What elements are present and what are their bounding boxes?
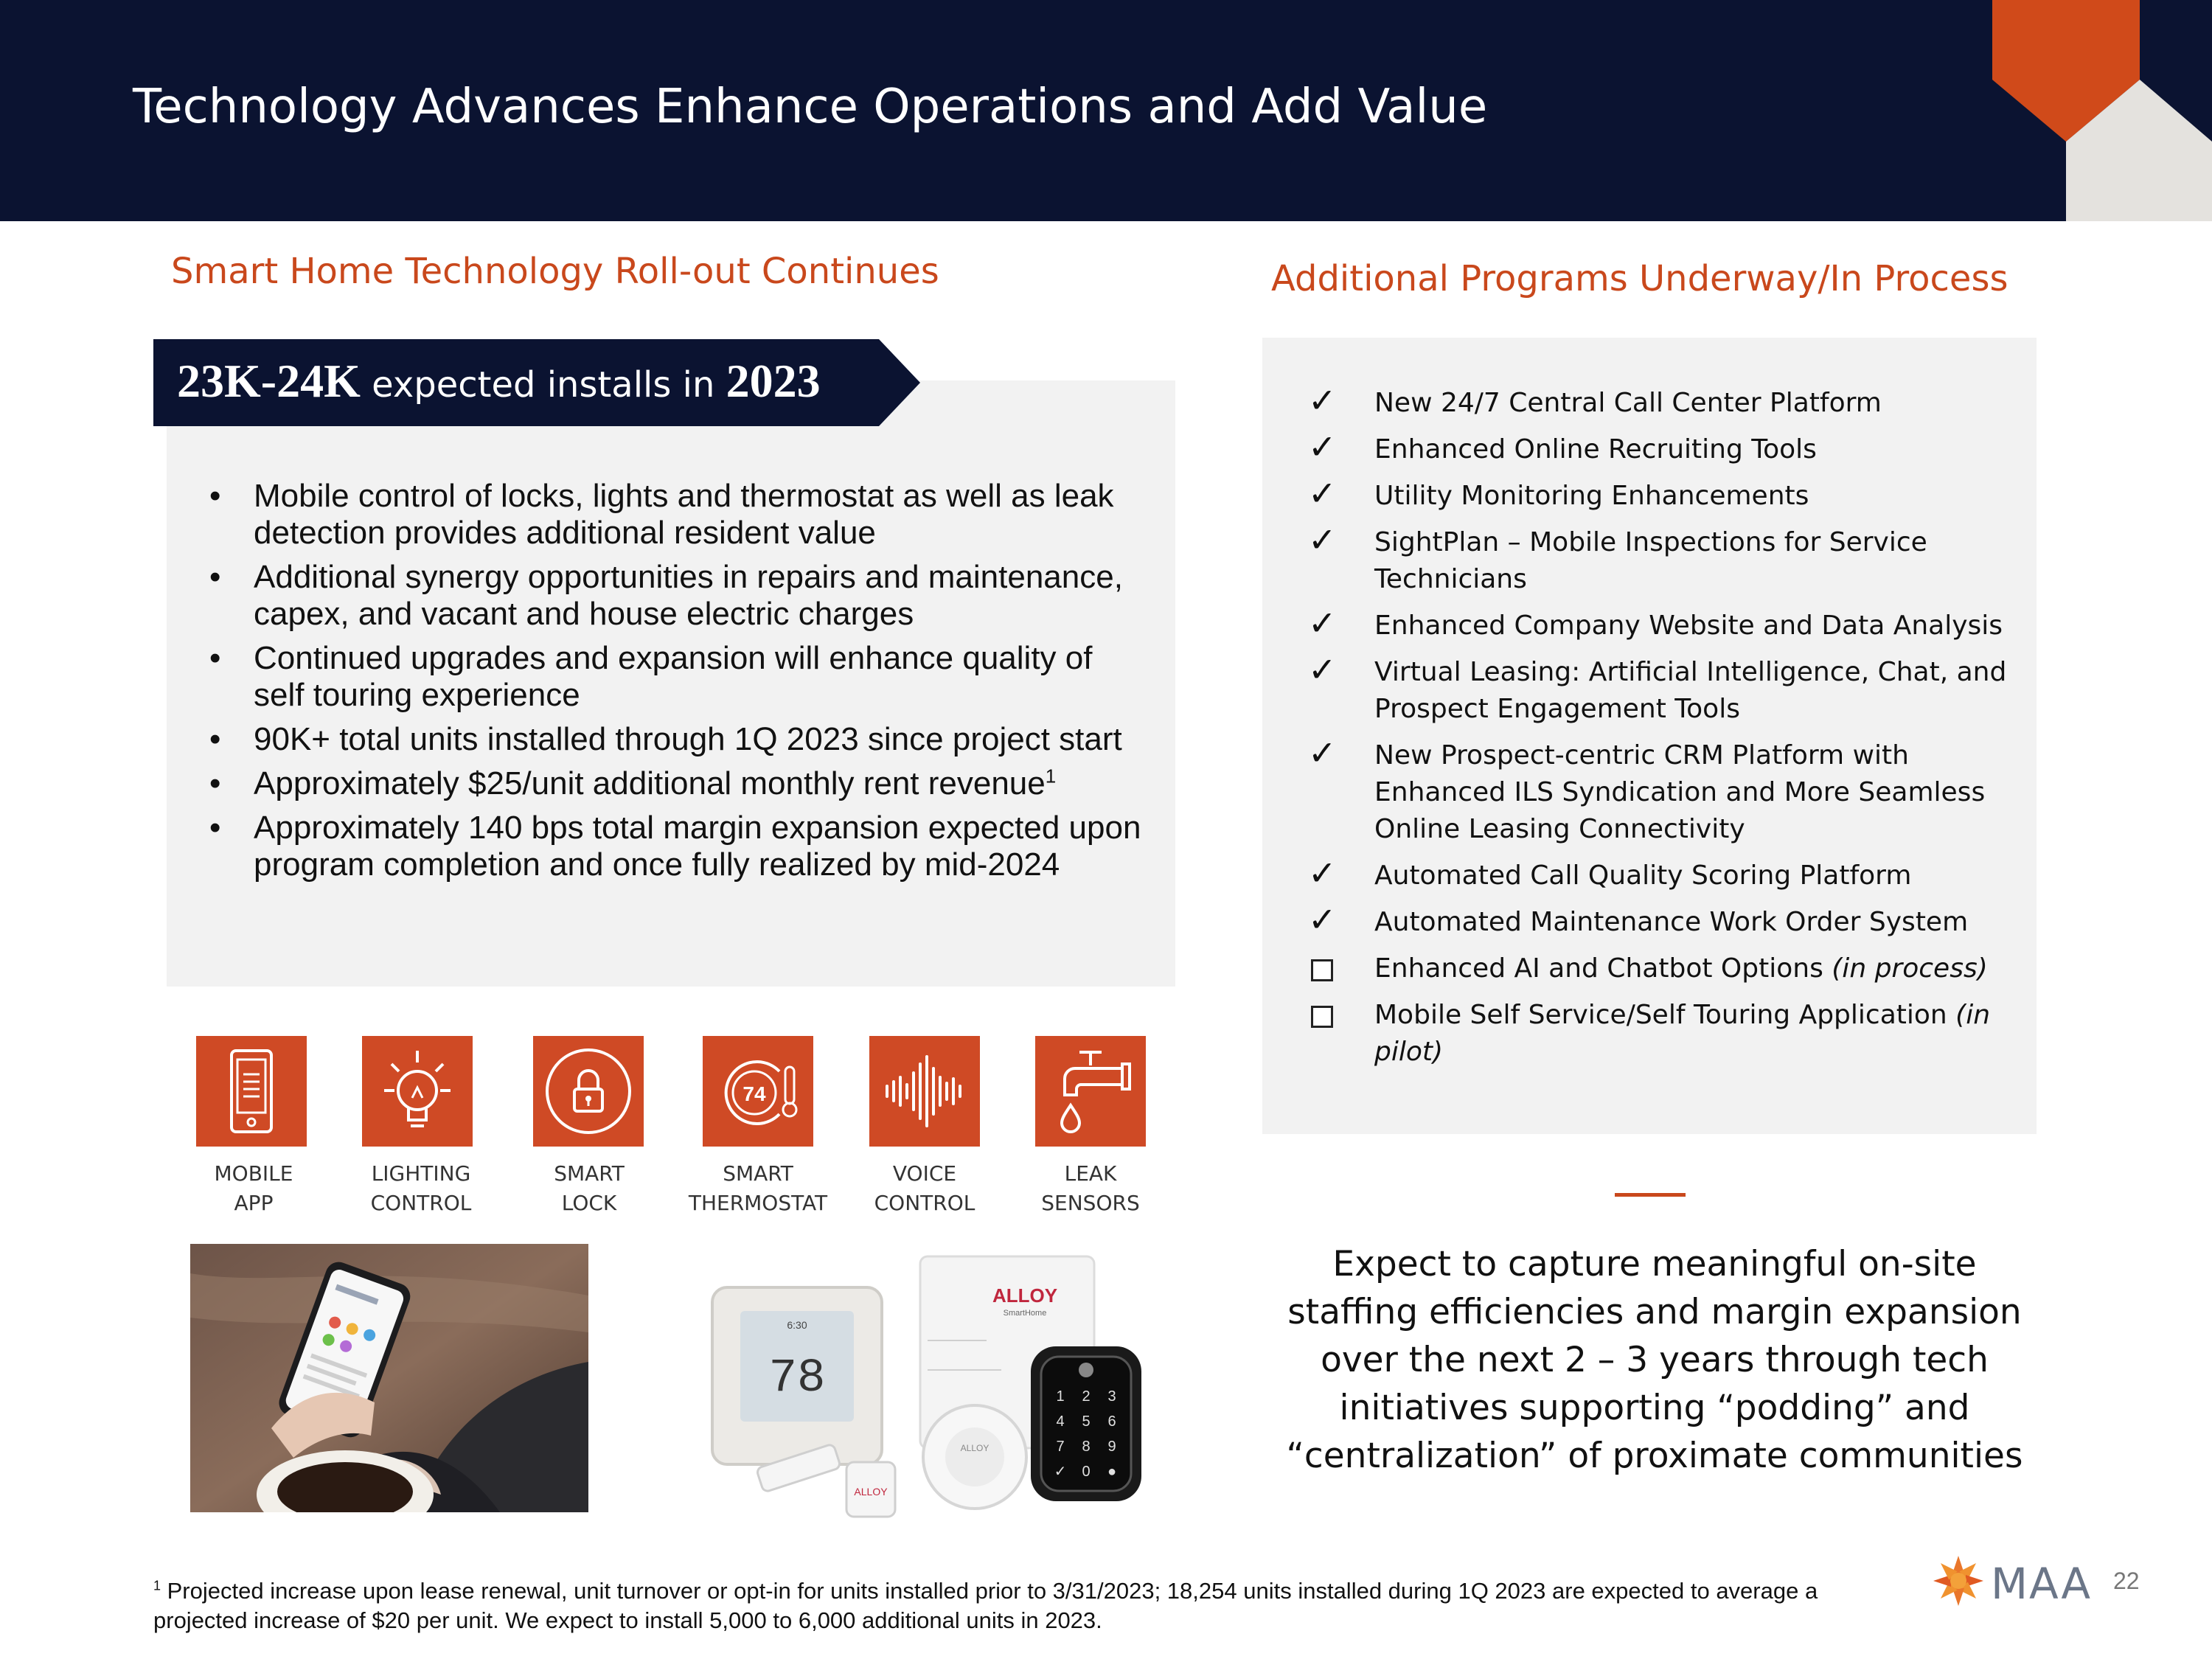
svg-text:4: 4 [1056,1413,1065,1430]
banner-count: 23K-24K [177,355,361,407]
bullet-item: • Approximately $25/unit additional monthly rent revenue$^1$ [206,765,1150,802]
lightbulb-icon [362,1036,473,1147]
svg-text:ALLOY: ALLOY [992,1284,1058,1307]
checkmark-icon: ✓ [1308,853,1337,893]
banner-middle: expected installs in [360,364,726,406]
smart-home-bullets [206,478,1150,891]
svg-text:6: 6 [1107,1413,1116,1430]
program-item-pending: Enhanced AI and Chatbot Options (in process) [1305,950,2028,987]
program-item-done: ✓ New 24/7 Central Call Center Platform [1308,380,1882,420]
program-item-done: ✓ New Prospect-centric CRM Platform with Enhanced ILS Syndication and More Seamless Online Leasing Connectivity [1308,733,1986,844]
smart-lock-label: SMART LOCK [554,1161,625,1215]
svg-text:78: 78 [768,1352,826,1405]
header-bar [0,0,2212,221]
footnote-number: 1 [153,1578,161,1593]
checkmark-icon: ✓ [1308,603,1337,643]
program-item-done: ✓ Utility Monitoring Enhancements [1308,473,1809,513]
leak-sensors-label: LEAK SENSORS [1041,1161,1140,1215]
svg-text:●: ● [1107,1464,1117,1480]
installs-banner [153,339,920,426]
voice-wave-icon [869,1036,980,1147]
mobile-app-icon [196,1036,307,1147]
program-item-pending: Mobile Self Service/Self Touring Application (in pilot) [1305,997,2028,1071]
program-item-done: ✓ Enhanced Company Website and Data Analysis [1308,603,2003,643]
page-number: 22 [2113,1568,2140,1594]
checkmark-icon: ✓ [1308,900,1337,939]
checkmark-icon: ✓ [1308,427,1337,467]
leak-sensors-tile [1035,1036,1146,1147]
programs-checklist [1305,380,2028,1080]
program-item-done: ✓ Virtual Leasing: Artificial Intelligence, Chat, and Prospect Engagement Tools [1308,650,2007,724]
lighting-control-label: LIGHTING CONTROL [370,1161,472,1215]
empty-checkbox-icon [1311,959,1333,981]
faucet-drop-icon [1035,1036,1146,1147]
svg-text:7: 7 [1056,1439,1065,1455]
bullet-item: • Additional synergy opportunities in repairs and maintenance, capex, and vacant and house electric charges [206,559,1150,633]
thermostat-icon [703,1036,813,1147]
maa-star-icon [1932,1554,1985,1607]
svg-text:SmartHome: SmartHome [1003,1309,1047,1318]
svg-text:✓: ✓ [1054,1464,1067,1480]
svg-text:2: 2 [1082,1388,1091,1405]
smart-lock-tile [533,1036,644,1147]
checkmark-icon: ✓ [1308,380,1337,420]
program-item-done: ✓ SightPlan – Mobile Inspections for Service Technicians [1308,520,1927,594]
smart-thermostat-tile [703,1036,813,1147]
smart-thermostat-label: SMART THERMOSTAT [688,1161,828,1215]
summary-statement: Expect to capture meaningful on-site staffing efficiencies and margin expansion over the next 2 – 3 years through tech initiatives supporting “podding” and “centralization” of proximate communities [1286,1244,2023,1476]
bullet-item: • Approximately 140 bps total margin expansion expected upon program completion and once fully realized by mid-2024 [206,810,1150,883]
right-section-title: Additional Programs Underway/In Process [1271,258,2008,299]
logo-wordmark: MAA [1991,1559,2093,1609]
bullet-item: • 90K+ total units installed through 1Q 2023 since project start [206,721,1150,758]
voice-control-label: VOICE CONTROL [874,1161,975,1215]
mobile-app-tile [196,1036,307,1147]
svg-text:8: 8 [1082,1439,1091,1455]
program-item-done: ✓ Automated Call Quality Scoring Platform [1308,853,1912,893]
checkmark-icon: ✓ [1308,473,1337,513]
bullet-item: • Mobile control of locks, lights and thermostat as well as leak detection provides additional resident value [206,478,1150,552]
svg-text:3: 3 [1107,1388,1116,1405]
voice-control-tile [869,1036,980,1147]
phone-app-photo [190,1244,588,1512]
svg-text:6:30: 6:30 [787,1319,807,1331]
smart-devices-photo [706,1252,1149,1526]
maa-logo [1932,1554,2093,1609]
svg-text:74: 74 [742,1082,766,1105]
lighting-control-tile [362,1036,473,1147]
svg-text:9: 9 [1107,1439,1116,1455]
corner-grey-shape [2066,80,2212,221]
mobile-app-label: MOBILE APP [214,1161,293,1215]
svg-text:ALLOY: ALLOY [960,1443,990,1453]
accent-divider [1615,1193,1686,1197]
program-item-done: ✓ Automated Maintenance Work Order System [1308,900,1969,939]
banner-year: 2023 [726,355,821,407]
checkmark-icon: ✓ [1308,650,1337,689]
bullet-item: • Continued upgrades and expansion will enhance quality of self touring experience [206,640,1150,714]
banner-text [177,354,821,408]
svg-text:ALLOY: ALLOY [854,1486,888,1498]
checkmark-icon: ✓ [1308,520,1337,560]
checkmark-icon: ✓ [1308,733,1337,773]
empty-checkbox-icon [1311,1006,1333,1028]
svg-text:5: 5 [1082,1413,1091,1430]
svg-text:0: 0 [1082,1464,1091,1480]
footnote-ref: 1 [1045,765,1057,787]
page-title: Technology Advances Enhance Operations and Add Value [133,80,1488,134]
footnote: $^1$ Projected increase upon lease renewal, unit turnover or opt-in for units installed prior to 3/31/2023; 18,254 units installed during 1Q 2023 are expected to average a projected increase of $20 per unit. We expect to install 5,000 to 6,000 additional units in 2023. [153,1578,1818,1633]
lock-icon [533,1036,644,1147]
program-item-done: ✓ Enhanced Online Recruiting Tools [1308,427,1817,467]
left-section-title: Smart Home Technology Roll-out Continues [171,251,939,292]
svg-text:1: 1 [1056,1388,1065,1405]
